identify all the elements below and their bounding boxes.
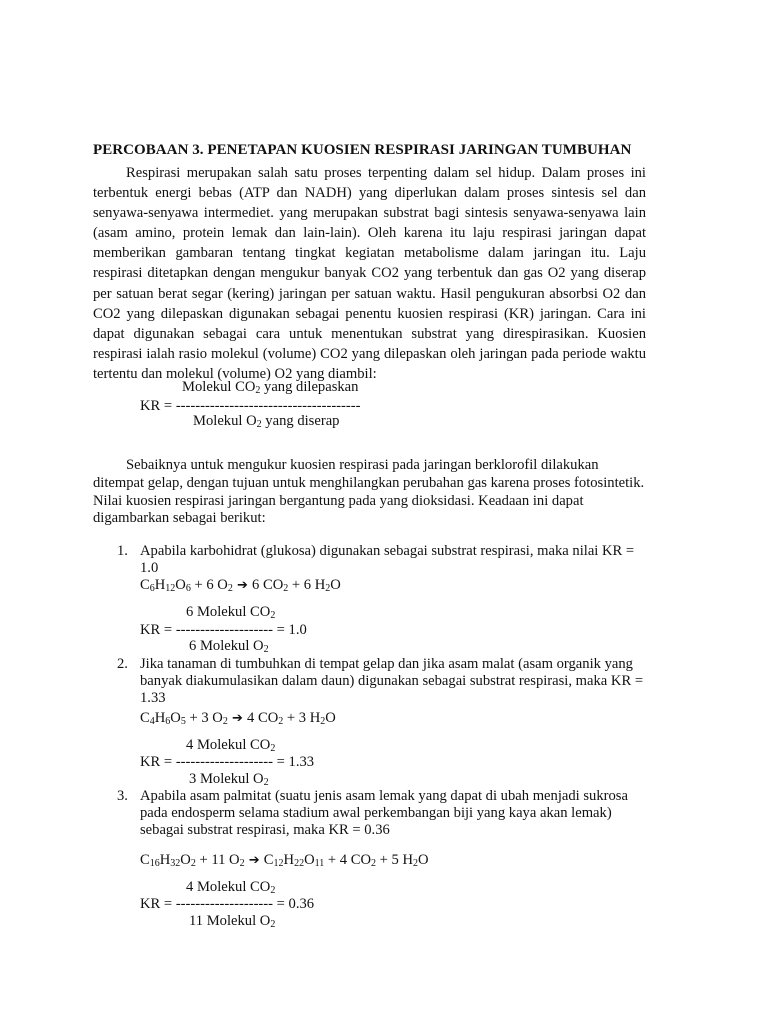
section-heading: PERCOBAAN 3. PENETAPAN KUOSIEN RESPIRASI JARINGAN TUMBUHAN (93, 142, 632, 158)
arrow-icon: ➔ (227, 711, 248, 726)
ratio-numerator: 4 Molekul $CO_2$ (186, 737, 276, 754)
ratio-denominator: 11 Molekul $O_2$ (189, 913, 276, 930)
arrow-icon: ➔ (244, 853, 264, 868)
formula-denominator: Molekul $O_2$ yang diserap (193, 413, 340, 430)
intro-paragraph: Respirasi merupakan salah satu proses terpenting dalam sel hidup. Dalam proses ini terbentuk energi bebas (ATP dan NADH) yang diperlukan dalam proses sintesis sel dan senyawa-senyawa intermediet. yang merupakan substrat bagi sintesis senyawa-senyawa lain (asam amino, protein lemak dan lain-lain). Oleh karena itu laju respirasi jaringan dapat memberikan gambaran tentang tingkat kegiatan metabolisme dalam jaringan itu. Laju respirasi ditetapkan dengan mengukur banyak CO2 yang terbentuk dan gas O2 yang diserap per satuan berat segar (kering) jaringan per satuan waktu. Hasil pengukuran absorbsi O2 dan CO2 yang dilepaskan digunakan sebagai penentu kuosien respirasi (KR) jaringan. Cara ini dapat digunakan sebagai cara untuk menentukan substrat yang direspirasikan. Kuosien respirasi ialah rasio molekul (volume) CO2 yang dilepaskan oleh jaringan pada periode waktu tertentu dan molekul (volume) O2 yang diambil: (93, 165, 646, 382)
ratio-numerator: 6 Molekul $CO_2$ (186, 604, 276, 621)
item-number: 3. (117, 788, 128, 804)
item-text: Jika tanaman di tumbuhkan di tempat gelap dan jika asam malat (asam organik yang banyak diakumulasikan dalam daun) digunakan sebagai substrat respirasi, maka KR = 1.33 (140, 656, 644, 706)
formula-numerator: Molekul $CO_2$ yang dilepaskan (182, 379, 359, 396)
ratio-denominator: 6 Molekul $O_2$ (189, 638, 269, 655)
ratio-kr-line: KR = -------------------- = 1.0 (140, 622, 307, 638)
formula-kr-line: KR = -------------------------------------- (140, 398, 361, 414)
ratio-denominator: 3 Molekul $O_2$ (189, 771, 269, 788)
ratio-kr-line: KR = -------------------- = 0.36 (140, 896, 315, 912)
reaction-equation: $C_{16}H_{32}O_2 + 11$ $O_2$ ➔ $C_{12}H_{22}O_{11} + 4$ $CO_2 + 5$ $H_2O$ (140, 852, 429, 869)
item-number: 1. (117, 543, 128, 559)
ratio-numerator: 4 Molekul $CO_2$ (186, 879, 276, 896)
ratio-kr-line: KR = -------------------- = 1.33 (140, 754, 315, 770)
explanation-paragraph: Sebaiknya untuk mengukur kuosien respirasi pada jaringan berklorofil dilakukan ditempat gelap, dengan tujuan untuk menghilangkan perubahan gas karena proses fotosintetik. Nilai kuosien respirasi jaringan bergantung pada yang dioksidasi. Keadaan ini dapat digambarkan sebagai berikut: (93, 457, 645, 527)
reaction-equation: $C_6H_{12}O_6 + 6$ $O_2$ ➔ 6 $CO_2 + 6$ $H_2O$ (140, 577, 341, 594)
arrow-icon: ➔ (232, 578, 253, 593)
item-text: Apabila asam palmitat (suatu jenis asam lemak yang dapat di ubah menjadi sukrosa pada endosperm selama stadium awal perkembangan biji yang kaya akan lemak) sebagai substrat respirasi, maka KR = 0.36 (140, 788, 628, 838)
item-text: Apabila karbohidrat (glukosa) digunakan sebagai substrat respirasi, maka nilai KR = 1.0 (140, 543, 635, 576)
reaction-equation: $C_4H_6O_5 + 3$ $O_2$ ➔ 4 $CO_2 + 3$ $H_2O$ (140, 710, 336, 727)
item-number: 2. (117, 656, 128, 672)
